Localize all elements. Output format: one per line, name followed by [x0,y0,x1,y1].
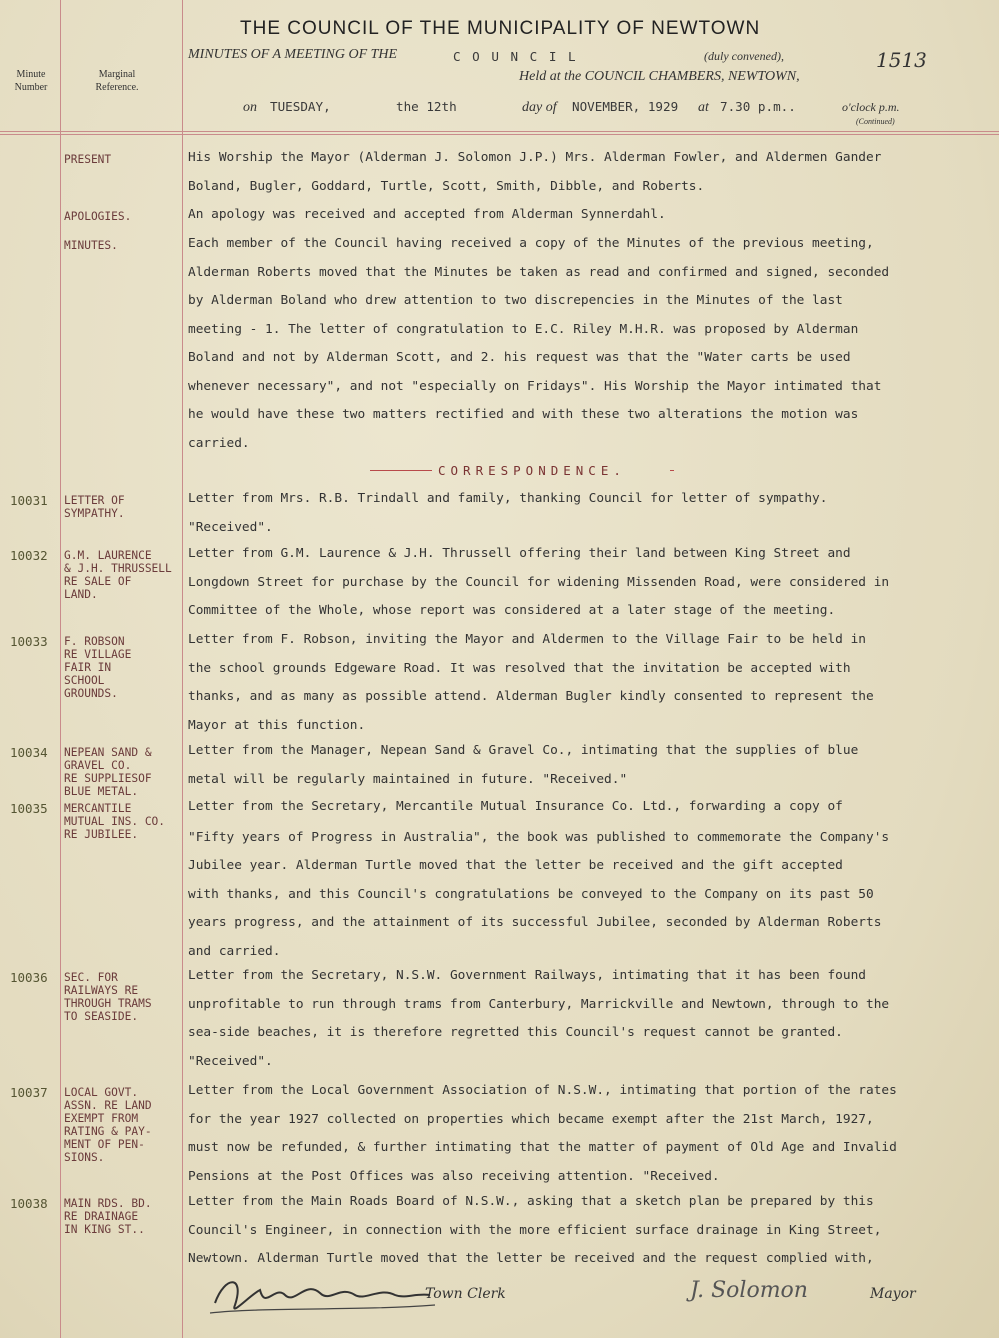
meeting-type: C O U N C I L [453,49,578,64]
minute-text-line: Alderman Roberts moved that the Minutes be taken as read and confirmed and signed, seconded [188,264,890,280]
correspondence-heading: CORRESPONDENCE. [438,463,626,478]
minute-text-line: carried. [188,435,250,451]
minute-text-line: with thanks, and this Council's congratulations be conveyed to the Company on its past 50 [188,886,874,902]
meeting-date: the 12th [396,99,457,114]
minute-text-line: years progress, and the attainment of its successful Jubilee, seconded by Alderman Roberts [188,915,882,930]
minute-text-line: and carried. [188,943,281,959]
minute-number: 10032 [10,548,48,563]
minute-text-line: Pensions at the Post Offices was also receiving attention. "Received. [188,1168,720,1184]
minute-text-line: Each member of the Council having received a copy of the Minutes of the previous meeting, [188,236,874,251]
minute-text-line: Letter from the Main Roads Board of N.S.W., asking that a sketch plan be prepared by this [188,1194,874,1209]
marginal-reference: NEPEAN SAND & GRAVEL CO. RE SUPPLIESOF BLUE METAL. [64,746,152,798]
month-year: NOVEMBER, 1929 [572,99,679,114]
day-of-label: day of [522,100,557,115]
minute-text-line: meeting - 1. The letter of congratulation to E.C. Riley M.H.R. was proposed by Alderman [188,321,859,337]
correspondence-rule-right [670,470,674,471]
minute-text-line: Boland and not by Alderman Scott, and 2. his request was that the "Water carts be used [188,350,851,365]
minute-text-line: Committee of the Whole, whose report was considered at a later stage of the meeting. [188,603,836,618]
minute-text-line: for the year 1927 collected on properties which became exempt after the 21st March, 1927, [188,1111,874,1127]
minute-number: 10035 [10,801,48,816]
minute-number: 10034 [10,745,48,760]
day-name: TUESDAY, [270,99,331,114]
col-minute-number: Minute Number [14,69,48,93]
minute-text-line: Letter from the Local Government Association of N.S.W., intimating that portion of the rates [188,1083,897,1098]
minute-text-line: "Received". [188,519,273,535]
mayor-signature: J. Solomon [690,1278,808,1303]
minute-text-line: Letter from Mrs. R.B. Trindall and family, thanking Council for letter of sympathy. [188,491,828,506]
column-rule-margin [182,0,183,1338]
council-title: THE COUNCIL OF THE MUNICIPALITY OF NEWTOWN [240,18,761,39]
minute-text-line: unprofitable to run through trams from Canterbury, Marrickville and Newtown, through to the [188,996,890,1012]
minute-text-line: Letter from F. Robson, inviting the Mayor and Aldermen to the Village Fair to be held in [188,632,866,647]
marginal-reference: MAIN RDS. BD. RE DRAINAGE IN KING ST.. [64,1197,152,1236]
on-label: on [243,100,257,115]
minute-text-line: An apology was received and accepted from Alderman Synnerdahl. [188,207,666,222]
minute-text-line: Newtown. Alderman Turtle moved that the letter be received and the request complied with, [188,1251,874,1266]
minute-text-line: Boland, Bugler, Goddard, Turtle, Scott, Smith, Dibble, and Roberts. [188,178,705,194]
minute-text-line: metal will be regularly maintained in future. "Received." [188,771,628,787]
minute-text-line: Letter from the Manager, Nepean Sand & Gravel Co., intimating that the supplies of blue [188,743,859,758]
at-label: at [698,100,709,115]
marginal-reference: MERCANTILE MUTUAL INS. CO. RE JUBILEE. [64,802,166,841]
mayor-label: Mayor [870,1286,916,1302]
minute-text-line: he would have these two matters rectified and with these two alterations the motion was [188,407,859,422]
minute-number: 10033 [10,634,48,649]
minute-text-line: Letter from the Secretary, Mercantile Mutual Insurance Co. Ltd., forwarding a copy of [188,799,843,814]
minute-number: 10038 [10,1196,48,1211]
minute-text-line: the school grounds Edgeware Road. It was resolved that the invitation be accepted with [188,660,851,676]
minute-text-line: "Received". [188,1053,273,1069]
minute-text-line: Mayor at this function. [188,717,366,733]
marginal-reference: G.M. LAURENCE & J.H. THRUSSELL RE SALE OF LAND. [64,549,172,601]
col-marginal-reference: Marginal Reference. [95,69,139,93]
marginal-reference: LETTER OF SYMPATHY. [64,494,125,520]
marginal-reference: LOCAL GOVT. ASSN. RE LAND EXEMPT FROM RATING & PAY- MENT OF PEN- SIONS. [64,1086,152,1164]
marginal-reference: F. ROBSON RE VILLAGE FAIR IN SCHOOL GROUNDS. [64,635,132,700]
header-rule [0,131,999,132]
minute-text-line: His Worship the Mayor (Alderman J. Solomon J.P.) Mrs. Alderman Fowler, and Aldermen Gander [188,150,882,165]
minute-text-line: Letter from G.M. Laurence & J.H. Thrussell offering their land between King Street and [188,546,851,561]
minute-text-line: Longdown Street for purchase by the Council for widening Missenden Road, were considered in [188,574,890,590]
marginal-reference: MINUTES. [64,239,118,252]
town-clerk-signature-icon [205,1265,445,1325]
minute-text-line: Jubilee year. Alderman Turtle moved that the letter be received and the gift accepted [188,858,843,873]
minute-number: 10031 [10,493,48,508]
marginal-reference: SEC. FOR RAILWAYS RE THROUGH TRAMS TO SEASIDE. [64,971,152,1023]
oclock-label: o'clock p.m. [842,100,900,114]
town-clerk-label: Town Clerk [425,1286,506,1302]
correspondence-rule-left [370,470,432,471]
header-rule-2 [0,134,999,135]
minute-text-line: "Fifty years of Progress in Australia", the book was published to commemorate the Company's [188,829,890,845]
minute-text-line: by Alderman Boland who drew attention to two discrepencies in the Minutes of the last [188,293,843,308]
marginal-reference: APOLOGIES. [64,210,132,223]
minute-text-line: whenever necessary", and not "especially on Fridays". His Worship the Mayor intimated that [188,378,882,394]
minute-text-line: thanks, and as many as possible attend. Alderman Bugler kindly consented to represent the [188,689,874,704]
duly-convened: (duly convened), [704,49,784,63]
minutes-of-label: MINUTES OF A MEETING OF THE [188,47,398,62]
minute-text-line: Council's Engineer, in connection with the more efficient surface drainage in King Street, [188,1222,882,1238]
page-number: 1513 [876,48,927,72]
continued-label: (Continued) [856,117,895,126]
marginal-reference: PRESENT [64,153,112,166]
minute-text-line: must now be refunded, & further intimating that the matter of payment of Old Age and Invalid [188,1140,897,1155]
minute-number: 10036 [10,970,48,985]
minute-text-line: Letter from the Secretary, N.S.W. Government Railways, intimating that it has been found [188,968,866,983]
minute-text-line: sea-side beaches, it is therefore regretted this Council's request cannot be granted. [188,1025,843,1040]
meeting-time: 7.30 p.m.. [720,99,796,114]
minute-number: 10037 [10,1085,48,1100]
held-at: Held at the COUNCIL CHAMBERS, NEWTOWN, [519,69,800,84]
column-rule-left [60,0,61,1338]
